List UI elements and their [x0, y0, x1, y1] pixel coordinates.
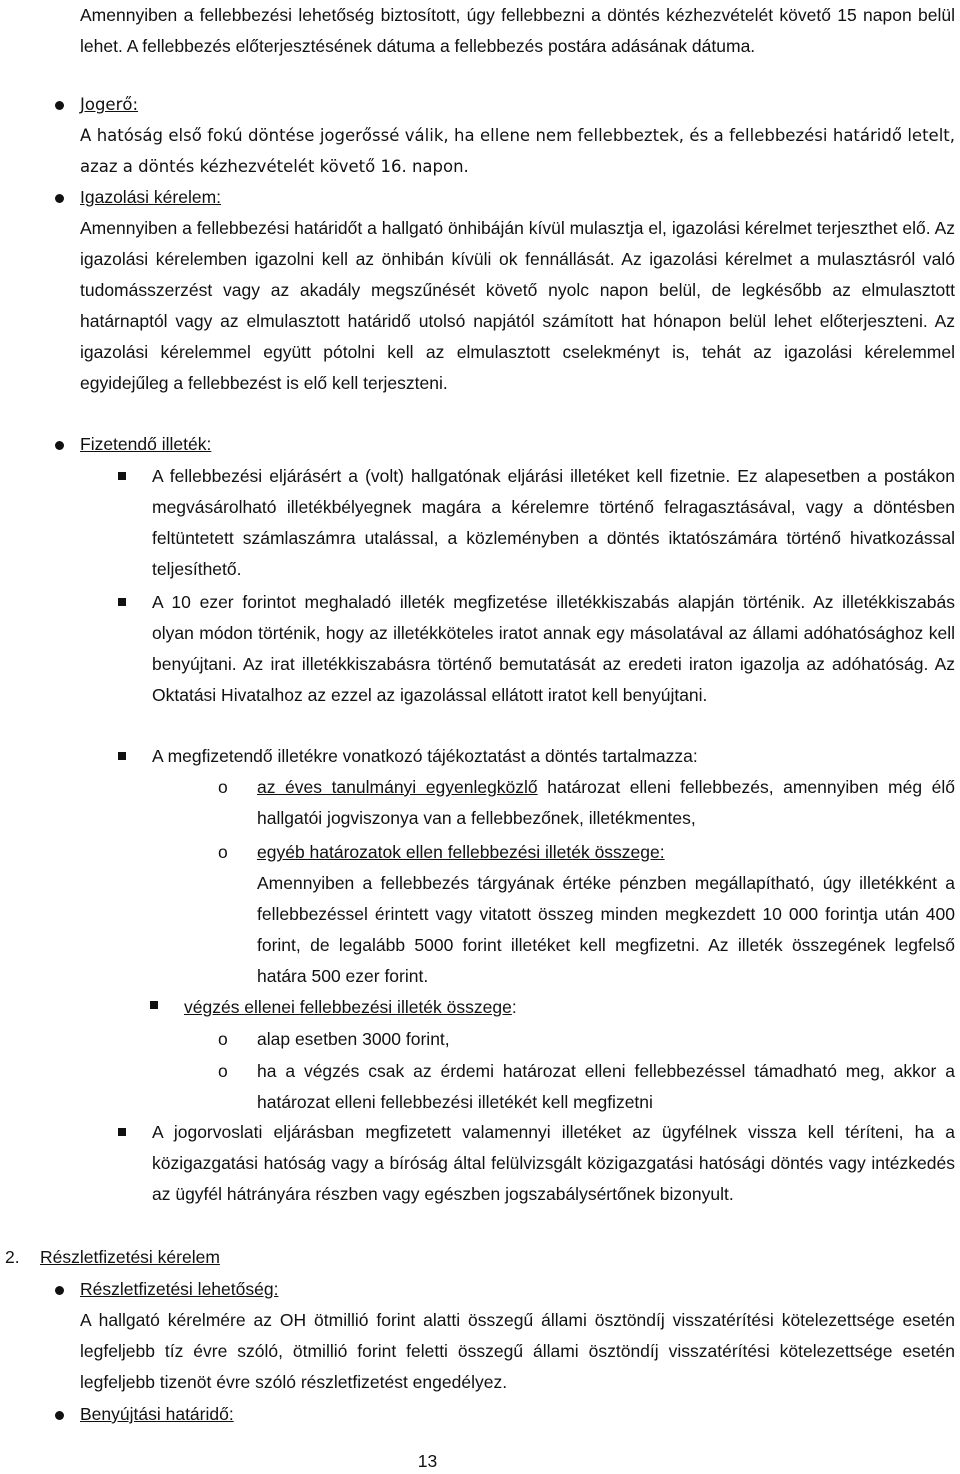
igazolasi-heading: Igazolási kérelem: — [80, 187, 222, 207]
sub-item-2-heading: egyéb határozatok ellen fellebbezési illeték összege: — [257, 842, 665, 862]
bullet-icon — [55, 1286, 64, 1295]
vegzes-heading — [184, 992, 955, 1023]
intro-paragraph: Amennyiben a fellebbezési lehetőség biztosított, úgy fellebbezni a döntés kézhezvételét követő 15 napon belül lehet. A fellebbezés előterjesztésének dátuma a fellebbezés postára adásának dátuma. — [80, 5, 955, 56]
bullet-icon — [55, 441, 64, 450]
vegzes-colon: : — [511, 997, 517, 1017]
illetek-item-1: A fellebbezési eljárásért a (volt) hallgatónak eljárási illetéket kell fizetnie. Ez alapesetben a postákon megvásárolható illetékbélyegnek magára a kérelemre történő felragasztásával, vagy a döntésben feltüntetett számlaszámra utalással, a közleményben a döntés iktatószámára történő hivatkozással teljesíthető. — [152, 466, 955, 579]
reszlet-paragraph: A hallgató kérelmére az OH ötmillió forint alatti összegű állami ösztöndíj visszatérítési kötelezettsége esetén legfeljebb tíz évre szóló, ötmillió forint feletti összegű állami ösztöndíj visszatérítési kötelezettsége esetén legfeljebb tizenöt évre szóló részletfizetést engedélyez. — [80, 1310, 955, 1392]
circle-bullet-icon: o — [218, 842, 228, 862]
reszlet-heading: Részletfizetési lehetőség: — [80, 1279, 279, 1299]
illetek-item-4: A jogorvoslati eljárásban megfizetett valamennyi illetéket az ügyfélnek vissza kell téríteni, ha a közigazgatási hatóság vagy a bíróság által felülvizsgált közigazgatási hatósági döntés vagy intézkedés az ügyfél hátrányára részben vagy egészben jogszabálysértőnek bizonyult. — [152, 1122, 955, 1204]
sub-item-1 — [257, 772, 955, 834]
circle-bullet-icon: o — [218, 1029, 228, 1049]
square-bullet-icon — [118, 1128, 126, 1136]
vegzes-sub-1: alap esetben 3000 forint, — [257, 1029, 450, 1049]
square-bullet-icon — [118, 752, 126, 760]
bullet-icon — [55, 194, 64, 203]
circle-bullet-icon: o — [218, 1061, 228, 1081]
square-bullet-icon — [150, 1001, 158, 1009]
bullet-icon — [55, 101, 64, 110]
sub-item-2-paragraph: Amennyiben a fellebbezés tárgyának értéke pénzben megállapítható, úgy illetékként a fellebbezéssel érintett vagy vitatott összeg minden megkezdett 10 000 forintja után 400 forint, de legalább 5000 forint illetéket kell megfizetni. Az illeték összegének legfelső határa 500 ezer forint. — [257, 873, 955, 986]
illetek-item-3: A megfizetendő illetékre vonatkozó tájékoztatást a döntés tartalmazza: — [152, 746, 698, 766]
section-2-number: 2. — [5, 1247, 20, 1267]
benyujtasi-heading: Benyújtási határidő: — [80, 1404, 234, 1424]
sub-item-1-text: határozat elleni fellebbezés, amennyiben még élő hallgatói jogviszonya van a fellebbezőnek, illetékmentes, — [257, 777, 955, 828]
bullet-icon — [55, 1411, 64, 1420]
section-2-title: Részletfizetési kérelem — [40, 1247, 220, 1267]
vegzes-link-text: végzés ellenei fellebbezési illeték összege — [184, 997, 512, 1017]
illetek-heading: Fizetendő illeték: — [80, 434, 212, 454]
square-bullet-icon — [118, 598, 126, 606]
sub-item-1-link-text: az éves tanulmányi egyenlegközlő — [257, 777, 538, 797]
circle-bullet-icon: o — [218, 777, 228, 797]
illetek-item-2: A 10 ezer forintot meghaladó illeték megfizetése illetékkiszabás alapján történik. Az illetékkiszabás olyan módon történik, hogy az illetékköteles iratot annak egy másolatával az állami adóhatósághoz kell benyújtani. Az irat illetékkiszabásra történő bemutatását az eredeti iraton igazolja az adóhatóság. Az Oktatási Hivatalhoz az ezzel az igazolással ellátott iratot kell benyújtani. — [152, 592, 955, 705]
jogero-paragraph: A hatóság első fokú döntése jogerőssé válik, ha ellene nem fellebbeztek, és a fellebbezési határidő letelt, azaz a döntés kézhezvételét követő 16. napon. — [80, 126, 955, 176]
igazolasi-paragraph: Amennyiben a fellebbezési határidőt a hallgató önhibáján kívül mulasztja el, igazolási kérelmet terjeszthet elő. Az igazolási kérelemben igazolni kell az önhibán kívüli ok fennállását. Az igazolási kérelmet a mulasztásról való tudomásszerzést vagy az akadály megszűnését követő nyolc napon belül, de legkésőbb az elmulasztott határnaptól vagy az elmulasztott határidő utolsó napjától számított hat hónapon belül lehet előterjeszteni. Az igazolási kérelemmel együtt pótolni kell az elmulasztott cselekményt is, tehát az igazolási kérelemmel egyidejűleg a fellebbezést is elő kell terjeszteni. — [80, 218, 955, 393]
square-bullet-icon — [118, 472, 126, 480]
jogero-heading: Jogerő: — [80, 95, 139, 114]
vegzes-sub-2: ha a végzés csak az érdemi határozat elleni fellebbezéssel támadható meg, akkor a határozat elleni fellebbezési illetékét kell megfizetni — [257, 1061, 955, 1112]
page-number: 13 — [417, 1451, 438, 1471]
